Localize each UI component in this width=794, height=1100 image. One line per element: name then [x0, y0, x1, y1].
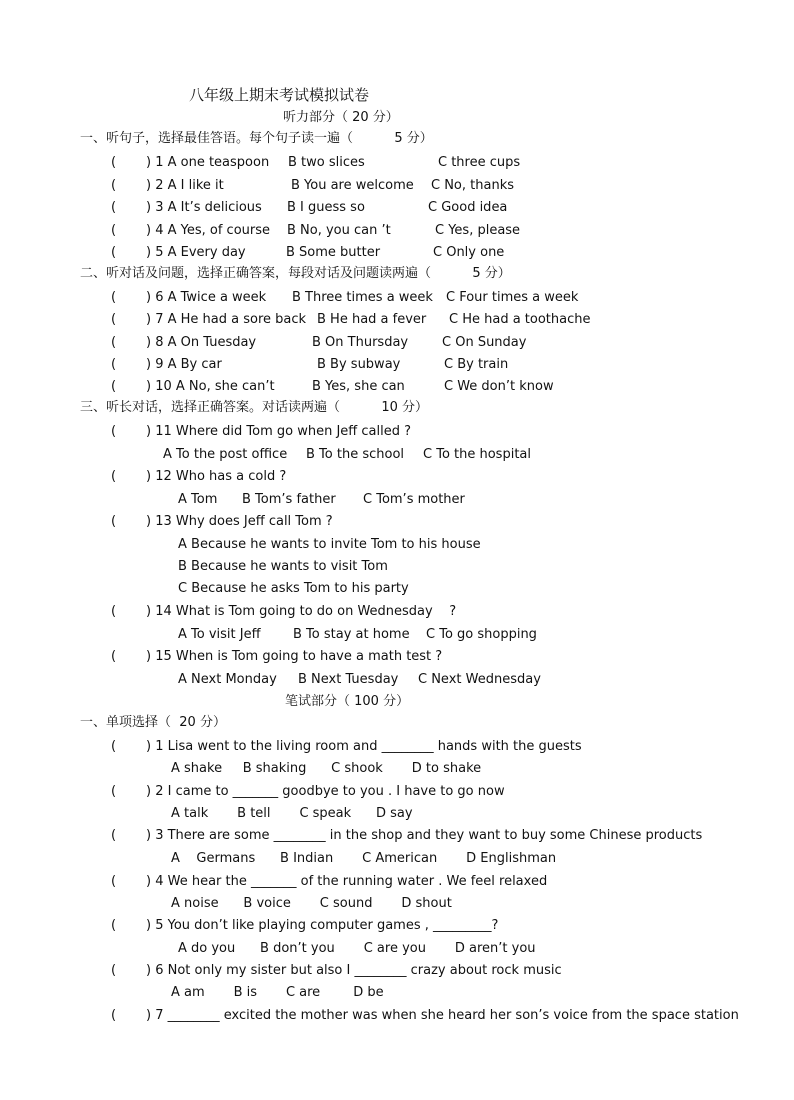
option-b: B To the school [306, 447, 405, 462]
option-b: B Some butter [286, 245, 381, 260]
option-b: B Yes, she can [312, 379, 405, 394]
answer-paren: ( [111, 739, 117, 754]
question-4: ) 4 A Yes, of course [146, 223, 271, 238]
question-15: ) 15 When is Tom going to have a math test ? [146, 649, 443, 664]
option-a: A Tom [178, 492, 218, 507]
section-2-heading: 二、听对话及问题，选择正确答案，每段对话及问题读两遍（ 5 分） [80, 266, 511, 281]
option-c: C Only one [433, 245, 505, 260]
option-c: C Tom’s mother [363, 492, 465, 507]
option-b: B You are welcome [291, 178, 414, 193]
mc-question-2: ) 2 I came to _______ goodbye to you . I have to go now [146, 784, 505, 799]
question-9: ) 9 A By car [146, 357, 222, 372]
option-c: C Good idea [428, 200, 508, 215]
question-6: ) 6 A Twice a week [146, 290, 267, 305]
answer-paren: ( [111, 1008, 117, 1023]
option-c: C He had a toothache [449, 312, 591, 327]
writing-section-header: 笔试部分（ 100 分） [285, 694, 410, 709]
section-1-heading: 一、听句子，选择最佳答语。每个句子读一遍（ 5 分） [80, 131, 433, 146]
answer-paren: ( [111, 828, 117, 843]
question-10: ) 10 A No, she can’t [146, 379, 275, 394]
option-c: C On Sunday [442, 335, 527, 350]
answer-paren: ( [111, 963, 117, 978]
mc-question-3: ) 3 There are some ________ in the shop and they want to buy some Chinese products [146, 828, 703, 843]
option-c: C Yes, please [435, 223, 521, 238]
section-3-heading: 三、听长对话，选择正确答案。对话读两遍（ 10 分） [80, 400, 428, 415]
option-c: C We don’t know [444, 379, 554, 394]
answer-paren: ( [111, 379, 117, 394]
answer-paren: ( [111, 178, 117, 193]
option-c: C Four times a week [446, 290, 579, 305]
option-a: A To visit Jeff [178, 627, 261, 642]
option-c: C By train [444, 357, 509, 372]
answer-paren: ( [111, 604, 117, 619]
question-13: ) 13 Why does Jeff call Tom ? [146, 514, 333, 529]
page-title: 八年级上期末考试模拟试卷 [189, 86, 370, 104]
question-8: ) 8 A On Tuesday [146, 335, 257, 350]
question-7: ) 7 A He had a sore back [146, 312, 307, 327]
mc-options-3: A Germans B Indian C American D Englishman [171, 851, 557, 866]
option-c: C To go shopping [426, 627, 537, 642]
answer-paren: ( [111, 223, 117, 238]
mc-question-5: ) 5 You don’t like playing computer games , _________? [146, 918, 499, 933]
section-4-heading: 一、单项选择（ 20 分） [80, 715, 226, 730]
answer-paren: ( [111, 874, 117, 889]
answer-paren: ( [111, 155, 117, 170]
mc-options-4: A noise B voice C sound D shout [171, 896, 452, 911]
option-c: C Because he asks Tom to his party [178, 581, 409, 596]
question-12: ) 12 Who has a cold ? [146, 469, 287, 484]
option-b: B Tom’s father [242, 492, 336, 507]
mc-question-1: ) 1 Lisa went to the living room and ________ hands with the guests [146, 739, 582, 754]
mc-question-7: ) 7 ________ excited the mother was when she heard her son’s voice from the space station [146, 1008, 739, 1023]
option-c: C No, thanks [431, 178, 514, 193]
answer-paren: ( [111, 335, 117, 350]
answer-paren: ( [111, 784, 117, 799]
answer-paren: ( [111, 649, 117, 664]
option-c: C Next Wednesday [418, 672, 541, 687]
option-b: B He had a fever [317, 312, 427, 327]
option-b: B I guess so [287, 200, 365, 215]
option-b: B No, you can ’t [287, 223, 391, 238]
option-b: B Because he wants to visit Tom [178, 559, 388, 574]
answer-paren: ( [111, 312, 117, 327]
question-2: ) 2 A I like it [146, 178, 224, 193]
answer-paren: ( [111, 200, 117, 215]
option-b: B On Thursday [312, 335, 409, 350]
option-a: A Next Monday [178, 672, 277, 687]
answer-paren: ( [111, 290, 117, 305]
answer-paren: ( [111, 357, 117, 372]
answer-paren: ( [111, 918, 117, 933]
option-b: B To stay at home [293, 627, 410, 642]
mc-options-2: A talk B tell C speak D say [171, 806, 413, 821]
option-c: C three cups [438, 155, 521, 170]
option-b: B two slices [288, 155, 365, 170]
mc-question-6: ) 6 Not only my sister but also I ________ crazy about rock music [146, 963, 562, 978]
mc-question-4: ) 4 We hear the _______ of the running water . We feel relaxed [146, 874, 548, 889]
answer-paren: ( [111, 245, 117, 260]
option-b: B Three times a week [292, 290, 433, 305]
answer-paren: ( [111, 514, 117, 529]
mc-options-6: A am B is C are D be [171, 985, 384, 1000]
answer-paren: ( [111, 469, 117, 484]
option-a: A Because he wants to invite Tom to his house [178, 537, 481, 552]
question-1: ) 1 A one teaspoon [146, 155, 270, 170]
question-11: ) 11 Where did Tom go when Jeff called ? [146, 424, 412, 439]
question-14: ) 14 What is Tom going to do on Wednesday ? [146, 604, 457, 619]
mc-options-1: A shake B shaking C shook D to shake [171, 761, 482, 776]
question-5: ) 5 A Every day [146, 245, 246, 260]
listening-section-header: 听力部分（ 20 分） [283, 110, 399, 125]
option-a: A To the post office [163, 447, 288, 462]
answer-paren: ( [111, 424, 117, 439]
option-b: B Next Tuesday [298, 672, 399, 687]
question-3: ) 3 A It’s delicious [146, 200, 262, 215]
mc-options-5: A do you B don’t you C are you D aren’t you [178, 941, 536, 956]
option-c: C To the hospital [423, 447, 531, 462]
option-b: B By subway [317, 357, 401, 372]
